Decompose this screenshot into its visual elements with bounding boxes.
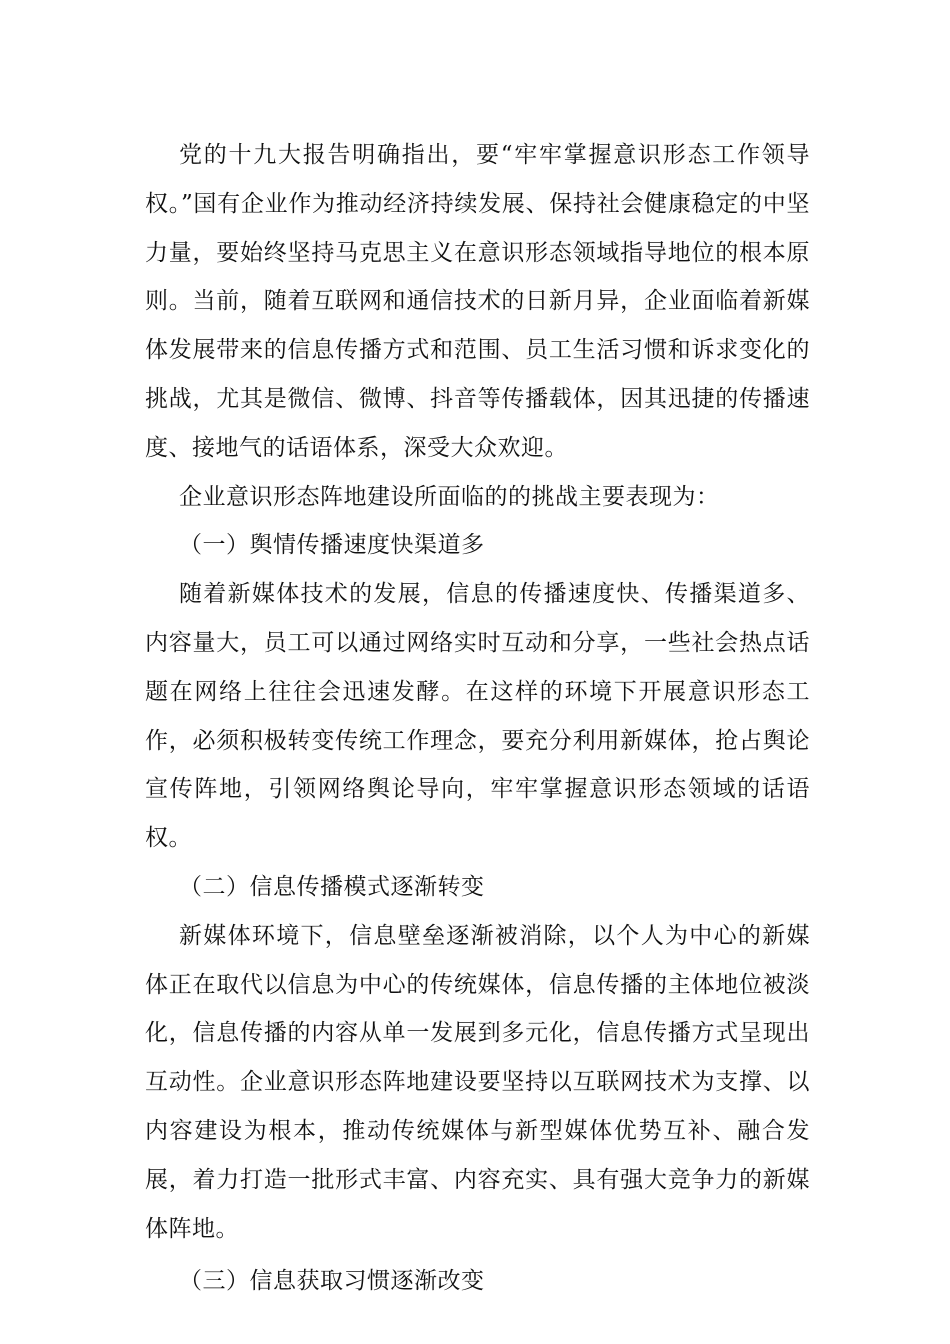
document-body (145, 131, 810, 1306)
section-heading-3: （三）信息获取习惯逐渐改变 (179, 1268, 485, 1295)
paragraph-intro: 党的十九大报告明确指出，要“牢牢掌握意识形态工作领导权。”国有企业作为推动经济持续发展、保持社会健康稳定的中坚力量，要始终坚持马克思主义在意识形态领域指导地位的根本原则。当前，随着互联网和通信技术的日新月异，企业面临着新媒体发展带来的信息传播方式和范围、员工生活习惯和诉求变化的挑战，尤其是微信、微博、抖音等传播载体，因其迅捷的传播速度、接地气的话语体系，深受大众欢迎。 (145, 142, 810, 461)
paragraph-challenges-lead: 企业意识形态阵地建设所面临的的挑战主要表现为： (179, 483, 720, 510)
section-heading-1: （一）舆情传播速度快渠道多 (179, 532, 485, 559)
paragraph-section-1: 随着新媒体技术的发展，信息的传播速度快、传播渠道多、内容量大，员工可以通过网络实时互动和分享，一些社会热点话题在网络上往往会迅速发酵。在这样的环境下开展意识形态工作，必须积极转变传统工作理念，要充分利用新媒体，抢占舆论宣传阵地，引领网络舆论导向，牢牢掌握意识形态领域的话语权。 (145, 581, 810, 852)
paragraph-section-2: 新媒体环境下，信息壁垒逐渐被消除，以个人为中心的新媒体正在取代以信息为中心的传统媒体，信息传播的主体地位被淡化，信息传播的内容从单一发展到多元化，信息传播方式呈现出互动性。企业意识形态阵地建设要坚持以互联网技术为支撑、以内容建设为根本，推动传统媒体与新型媒体优势互补、融合发展，着力打造一批形式丰富、内容充实、具有强大竞争力的新媒体阵地。 (145, 922, 810, 1242)
section-heading-2: （二）信息传播模式逐渐转变 (179, 873, 485, 900)
